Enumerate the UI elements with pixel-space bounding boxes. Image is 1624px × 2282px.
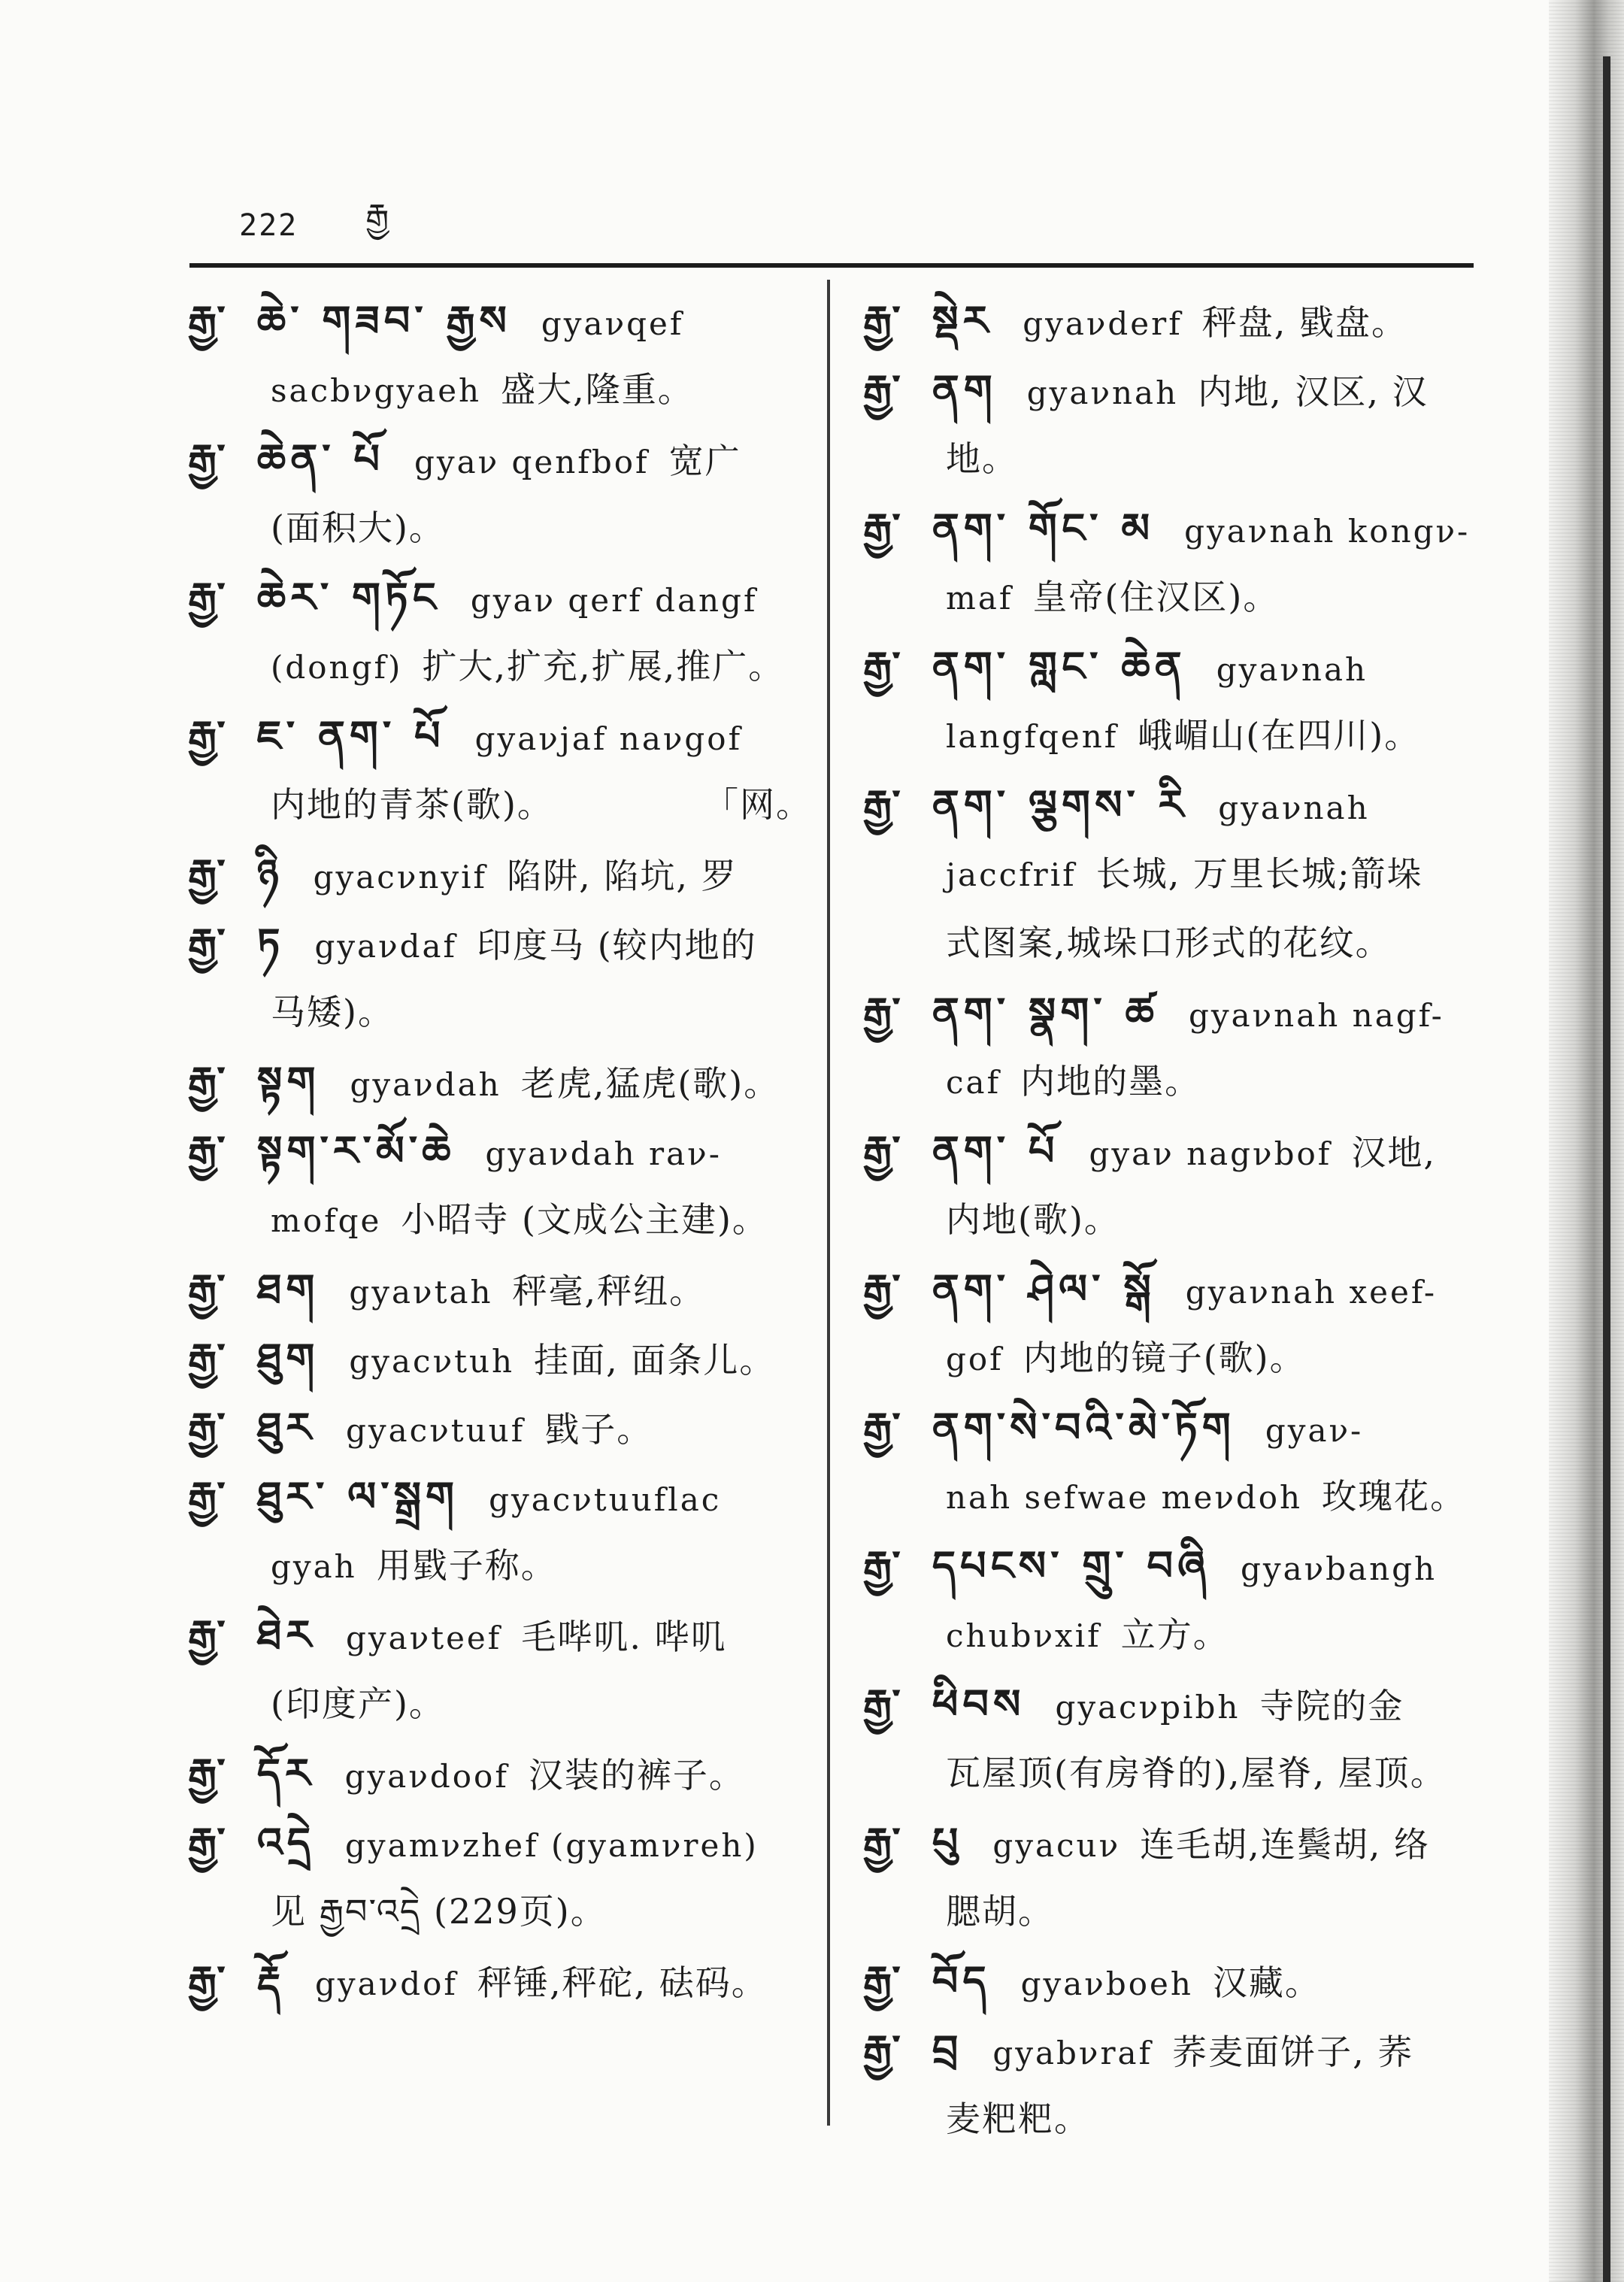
entry-prefix: རྒྱ་ <box>863 365 902 414</box>
definition: 立方。 <box>1120 1614 1229 1655</box>
romanization: jaccfrif <box>946 856 1077 893</box>
definition: (面积大)。 <box>271 508 445 548</box>
romanization: gyaνdof <box>315 1965 458 2002</box>
dictionary-entry <box>188 1116 812 1254</box>
dictionary-entry <box>188 1738 812 1808</box>
definition: 宽广 <box>668 441 741 481</box>
dictionary-entry <box>188 1323 812 1393</box>
entry-headline <box>188 1116 812 1185</box>
entry-prefix: རྒྱ་ <box>188 919 227 967</box>
tibetan-headword: ཐུར་ ལ་སྒྲག <box>256 1472 459 1520</box>
entry-headline <box>188 424 812 493</box>
definition: 式图案,城垛口形式的花纹。 <box>946 923 1392 963</box>
entry-prefix: རྒྱ་ <box>188 435 227 483</box>
romanization: gyacνtuh <box>349 1343 515 1380</box>
romanization: gof <box>946 1341 1004 1377</box>
tibetan-headword: པུ <box>932 1818 963 1866</box>
dictionary-entry <box>188 562 812 701</box>
right-column <box>863 286 1487 2153</box>
romanization: gyacνtuuf <box>346 1412 526 1449</box>
romanization: gyacνnyif <box>313 859 488 896</box>
romanization: gyaνboeh <box>1020 1965 1193 2002</box>
entry-headline <box>188 1047 812 1116</box>
dictionary-entry <box>188 1808 812 1946</box>
dictionary-entry <box>863 1808 1487 1946</box>
entry-continuation <box>863 1877 1487 1946</box>
dictionary-entry <box>188 1462 812 1600</box>
tibetan-headword: ནག་ གོང་ མ <box>932 504 1155 552</box>
romanization: gyaνdoof <box>344 1758 509 1795</box>
entry-prefix: རྒྱ་ <box>863 1541 902 1590</box>
tibetan-headword: འདྲེ <box>256 1818 316 1866</box>
entry-continuation <box>188 1669 812 1738</box>
header-rule <box>189 263 1474 268</box>
definition: 秤盘, 戥盘。 <box>1201 302 1408 343</box>
tibetan-headword: ཐུར <box>256 1403 317 1451</box>
tibetan-headword: ནག་ ཤེལ་ སྒོ <box>932 1265 1156 1313</box>
entry-prefix: རྒྱ་ <box>188 1818 227 1866</box>
definition: 戥子。 <box>544 1409 653 1450</box>
dictionary-entry <box>863 286 1487 355</box>
definition: 汉装的裤子。 <box>528 1755 745 1796</box>
tibetan-headword: ཆེར་ གཏོང <box>256 573 441 621</box>
entry-continuation <box>188 1185 812 1254</box>
entry-prefix: རྒྱ་ <box>863 2026 902 2074</box>
tibetan-headword: དཔངས་ གྲུ་ བཞི <box>932 1541 1210 1590</box>
definition: 陷阱, 陷坑, 罗 <box>507 856 738 896</box>
entry-continuation <box>863 1738 1487 1808</box>
dictionary-entry <box>188 839 812 908</box>
definition: 老虎,猛虎(歌)。 <box>520 1063 780 1104</box>
romanization: (dongf) <box>271 649 403 686</box>
entry-headline <box>863 355 1487 424</box>
definition: 寺院的金 <box>1259 1686 1404 1726</box>
entry-prefix: རྒྱ་ <box>188 1611 227 1659</box>
entry-prefix: རྒྱ་ <box>188 1334 227 1382</box>
tibetan-headword: ཐུག <box>256 1334 320 1382</box>
entry-headline <box>863 977 1487 1047</box>
dictionary-entry <box>863 977 1487 1116</box>
romanization: gyaν qenfbof <box>414 444 650 480</box>
entry-headline <box>188 839 812 908</box>
romanization: gyaνnah xeef- <box>1185 1274 1438 1311</box>
definition: 瓦屋顶(有房脊的),屋脊, 屋顶。 <box>946 1753 1447 1793</box>
romanization: gyaνqef <box>541 305 684 342</box>
romanization: sacbνgyaeh <box>271 372 482 409</box>
romanization: langfqenf <box>946 718 1119 755</box>
left-column <box>188 286 812 2015</box>
dictionary-entry <box>863 1116 1487 1254</box>
tibetan-headword: ནག་ པོ <box>932 1126 1059 1174</box>
definition: 印度马 (较内地的 <box>477 925 757 965</box>
dictionary-entry <box>188 908 812 1047</box>
romanization: gyaνdaf <box>314 928 458 965</box>
definition: 皇帝(住汉区)。 <box>1032 577 1280 617</box>
romanization: gyacνpibh <box>1055 1689 1241 1726</box>
definition: 连毛胡,连鬓胡, 络 <box>1140 1824 1431 1865</box>
romanization: gyaνbangh <box>1240 1550 1438 1587</box>
entry-prefix: རྒྱ་ <box>188 573 227 621</box>
entry-prefix: རྒྱ་ <box>863 1956 902 2005</box>
entry-prefix: རྒྱ་ <box>863 780 902 829</box>
romanization: maf <box>946 580 1013 617</box>
entry-prefix: རྒྱ་ <box>188 850 227 898</box>
entry-prefix: རྒྱ་ <box>863 1265 902 1313</box>
dictionary-entry <box>863 632 1487 770</box>
romanization: gyaν qerf dangf <box>470 582 758 619</box>
head-letter: རྒྱ <box>365 197 389 235</box>
entry-headline <box>863 286 1487 355</box>
carryover-text: 「网。 <box>704 784 812 825</box>
romanization: gyaνnah kongν- <box>1184 513 1471 550</box>
definition: 麦粑粑。 <box>946 2099 1090 2139</box>
entry-continuation <box>188 1877 812 1946</box>
entry-prefix: རྒྱ་ <box>863 988 902 1036</box>
romanization: gyaνderf <box>1023 305 1183 342</box>
entry-prefix: རྒྱ་ <box>188 1472 227 1520</box>
entry-headline <box>188 701 812 770</box>
romanization: gyaνnah nagf- <box>1188 997 1444 1034</box>
definition: 峨嵋山(在四川)。 <box>1138 715 1421 756</box>
dictionary-entry <box>863 1531 1487 1669</box>
scanner-edge <box>1549 0 1624 2282</box>
entry-continuation <box>863 908 1487 977</box>
entry-prefix: རྒྱ་ <box>188 1265 227 1313</box>
dictionary-entry <box>188 1393 812 1462</box>
dictionary-entry <box>188 1254 812 1323</box>
romanization: gyaνteef <box>346 1620 502 1656</box>
entry-headline <box>188 1254 812 1323</box>
entry-headline <box>188 562 812 632</box>
dictionary-entry <box>188 1946 812 2015</box>
entry-prefix: རྒྱ་ <box>188 1126 227 1174</box>
entry-headline <box>188 1393 812 1462</box>
tibetan-headword: ནག <box>932 365 997 414</box>
tibetan-headword: དོར <box>256 1749 315 1797</box>
romanization: nah sefwae meνdoh <box>946 1479 1303 1516</box>
entry-prefix: རྒྱ་ <box>863 1126 902 1174</box>
tibetan-headword: སྟག <box>256 1057 320 1105</box>
entry-headline <box>188 1808 812 1877</box>
romanization: gyaνdah <box>350 1066 501 1103</box>
entry-headline <box>863 1116 1487 1185</box>
entry-prefix: རྒྱ་ <box>188 1403 227 1451</box>
entry-continuation <box>188 770 812 839</box>
tibetan-headword: སྟག་ར་མོ་ཆེ <box>256 1126 456 1174</box>
romanization: gyacuν <box>992 1827 1121 1864</box>
definition: 地。 <box>946 438 1018 479</box>
definition: 挂面, 面条儿。 <box>534 1340 776 1380</box>
definition: 盛大,隆重。 <box>501 369 694 410</box>
romanization: gyaνtah <box>349 1274 493 1311</box>
tibetan-headword: ནག་ སྣག་ ཚ <box>932 988 1159 1036</box>
entry-continuation <box>188 1531 812 1600</box>
tibetan-headword: ཏ <box>256 919 285 967</box>
tibetan-headword: ཐག <box>256 1265 320 1313</box>
entry-continuation <box>863 701 1487 770</box>
entry-continuation <box>188 493 812 562</box>
entry-continuation <box>863 2084 1487 2153</box>
entry-prefix: རྒྱ་ <box>863 504 902 552</box>
tibetan-headword: རྡོ <box>256 1956 286 2005</box>
definition: 长城, 万里长城;箭垛 <box>1095 853 1423 894</box>
entry-continuation <box>188 977 812 1047</box>
tibetan-headword: སྡེར <box>932 296 993 344</box>
page-number: 222 <box>239 208 298 243</box>
romanization: gyaν- <box>1265 1412 1364 1449</box>
entry-headline <box>863 1808 1487 1877</box>
definition: 内地的镜子(歌)。 <box>1023 1338 1306 1378</box>
romanization: gyah <box>271 1548 357 1585</box>
tibetan-headword: ནག་ གླང་ ཆེན <box>932 642 1186 690</box>
entry-continuation <box>188 355 812 424</box>
definition: 汉地, <box>1351 1132 1436 1173</box>
entry-headline <box>863 770 1487 839</box>
romanization: gyaνnah <box>1026 374 1179 411</box>
entry-continuation <box>863 1047 1487 1116</box>
page-header <box>239 197 389 248</box>
entry-prefix: རྒྱ་ <box>188 1956 227 2005</box>
dictionary-entry <box>863 1946 1487 2015</box>
entry-prefix: རྒྱ་ <box>863 296 902 344</box>
definition: 用戥子称。 <box>376 1545 557 1586</box>
dictionary-entry <box>188 701 812 839</box>
dictionary-entry <box>188 424 812 562</box>
dictionary-entry <box>863 770 1487 977</box>
definition: 见 རྒྱབ་འདྲེ (229页)。 <box>271 1891 607 1932</box>
definition: 秤锤,秤砣, 砝码。 <box>477 1962 768 2003</box>
definition: 内地的墨。 <box>1020 1061 1201 1102</box>
entry-continuation <box>863 1185 1487 1254</box>
entry-prefix: རྒྱ་ <box>188 296 227 344</box>
entry-headline <box>863 1531 1487 1600</box>
entry-headline <box>188 286 812 355</box>
definition: (印度产)。 <box>271 1683 445 1724</box>
book-spine <box>1603 56 1610 2282</box>
definition: 扩大,扩充,扩展,推广。 <box>422 646 785 686</box>
entry-prefix: རྒྱ་ <box>188 711 227 759</box>
entry-prefix: རྒྱ་ <box>863 1403 902 1451</box>
romanization: gyacνtuuflac <box>489 1481 722 1518</box>
entry-headline <box>863 2015 1487 2084</box>
definition: 内地, 汉区, 汉 <box>1198 371 1429 412</box>
tibetan-headword: བྲ <box>932 2026 963 2074</box>
entry-prefix: རྒྱ་ <box>188 1749 227 1797</box>
tibetan-headword: ནག་སེ་བའི་མེ་ཏོག <box>932 1403 1235 1451</box>
dictionary-entry <box>863 2015 1487 2153</box>
romanization: gyaνnah <box>1216 651 1368 688</box>
romanization: caf <box>946 1064 1001 1101</box>
tibetan-headword: བོད <box>932 1956 991 2005</box>
romanization: mofqe <box>271 1202 382 1239</box>
dictionary-entry <box>863 1669 1487 1808</box>
romanization: gyaνdah raν- <box>485 1135 722 1172</box>
romanization: gyaνnah <box>1218 789 1370 826</box>
entry-continuation <box>863 562 1487 632</box>
dictionary-entry <box>863 1254 1487 1393</box>
dictionary-entry <box>188 1600 812 1738</box>
definition: 内地的青茶(歌)。 <box>271 784 553 825</box>
definition: 秤毫,秤纽。 <box>512 1271 706 1311</box>
dictionary-entry <box>863 493 1487 632</box>
entry-headline <box>863 493 1487 562</box>
dictionary-entry <box>188 1047 812 1116</box>
entry-headline <box>188 1946 812 2015</box>
definition: 毛哔叽. 哔叽 <box>521 1617 727 1657</box>
entry-headline <box>188 1600 812 1669</box>
tibetan-headword: ཕིབས <box>932 1680 1026 1728</box>
entry-headline <box>863 1946 1487 2015</box>
definition: 玫瑰花。 <box>1322 1476 1467 1517</box>
entry-headline <box>863 1669 1487 1738</box>
definition: 汉藏。 <box>1212 1962 1321 2003</box>
entry-headline <box>188 1738 812 1808</box>
romanization: chubνxif <box>946 1617 1101 1654</box>
tibetan-headword: ཉི <box>256 850 283 898</box>
definition: 内地(歌)。 <box>946 1199 1120 1240</box>
entry-continuation <box>863 839 1487 908</box>
romanization: gyaν nagνbof <box>1089 1135 1332 1172</box>
tibetan-headword: ཐེར <box>256 1611 317 1659</box>
entry-headline <box>188 1462 812 1531</box>
entry-headline <box>188 1323 812 1393</box>
entry-prefix: རྒྱ་ <box>863 1818 902 1866</box>
definition: 腮胡。 <box>946 1891 1054 1932</box>
definition: 荞麦面饼子, 荞 <box>1172 2032 1414 2072</box>
dictionary-entry <box>863 355 1487 493</box>
entry-prefix: རྒྱ་ <box>863 642 902 690</box>
tibetan-headword: ཆེ་ གཟབ་ རྒྱས <box>256 296 511 344</box>
tibetan-headword: ཇ་ ནག་ པོ <box>256 711 445 759</box>
romanization: gyaνjaf naνgof <box>474 720 743 757</box>
entry-prefix: རྒྱ་ <box>188 1057 227 1105</box>
entry-continuation <box>863 1462 1487 1531</box>
definition: 小昭寺 (文成公主建)。 <box>401 1199 768 1240</box>
romanization: gyabνraf <box>992 2035 1153 2071</box>
entry-continuation <box>863 1600 1487 1669</box>
romanization: gyamνzhef (gyamνreh) <box>345 1827 759 1864</box>
entry-headline <box>863 632 1487 701</box>
entry-headline <box>863 1254 1487 1323</box>
entry-headline <box>188 908 812 977</box>
entry-continuation <box>863 424 1487 493</box>
column-divider <box>827 280 830 2126</box>
tibetan-headword: ཆེན་ པོ <box>256 435 384 483</box>
tibetan-headword: ནག་ ལྕགས་ རི <box>932 780 1189 829</box>
entry-continuation <box>863 1323 1487 1393</box>
dictionary-entry <box>863 1393 1487 1531</box>
entry-prefix: རྒྱ་ <box>863 1680 902 1728</box>
dictionary-entry <box>188 286 812 424</box>
entry-continuation <box>188 632 812 701</box>
entry-headline <box>863 1393 1487 1462</box>
definition: 马矮)。 <box>271 992 394 1032</box>
